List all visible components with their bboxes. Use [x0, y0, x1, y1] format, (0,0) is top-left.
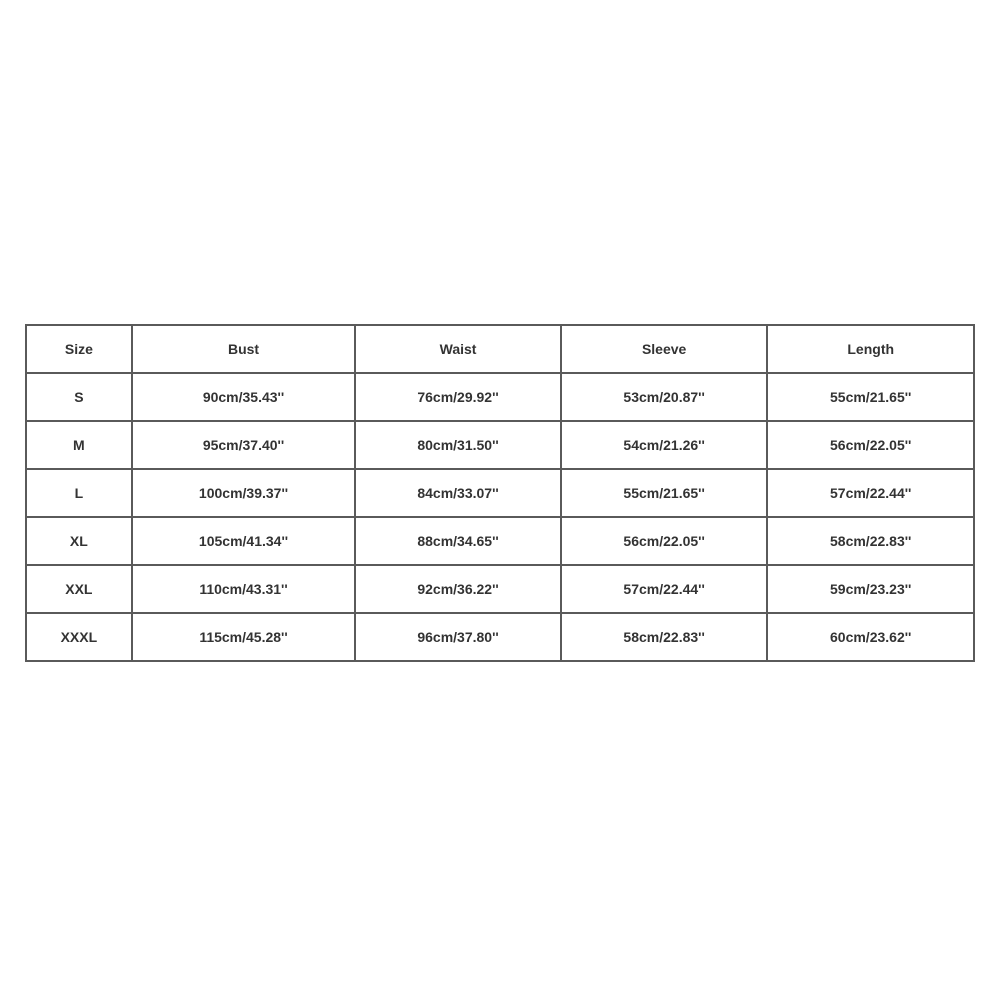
cell-length: 56cm/22.05'' [767, 421, 974, 469]
cell-length: 60cm/23.62'' [767, 613, 974, 661]
header-sleeve: Sleeve [561, 325, 768, 373]
cell-bust: 90cm/35.43'' [132, 373, 356, 421]
table-row [26, 469, 974, 517]
cell-waist: 96cm/37.80'' [355, 613, 561, 661]
table-row [26, 613, 974, 661]
cell-size: L [26, 469, 132, 517]
header-bust: Bust [132, 325, 356, 373]
cell-bust: 105cm/41.34'' [132, 517, 356, 565]
table-row [26, 565, 974, 613]
cell-bust: 115cm/45.28'' [132, 613, 356, 661]
cell-bust: 95cm/37.40'' [132, 421, 356, 469]
table-row [26, 421, 974, 469]
cell-length: 55cm/21.65'' [767, 373, 974, 421]
cell-waist: 80cm/31.50'' [355, 421, 561, 469]
cell-size: M [26, 421, 132, 469]
size-chart-table [25, 324, 975, 662]
header-length: Length [767, 325, 974, 373]
header-size: Size [26, 325, 132, 373]
cell-length: 59cm/23.23'' [767, 565, 974, 613]
cell-sleeve: 53cm/20.87'' [561, 373, 768, 421]
cell-size: XXXL [26, 613, 132, 661]
cell-waist: 76cm/29.92'' [355, 373, 561, 421]
cell-length: 57cm/22.44'' [767, 469, 974, 517]
cell-sleeve: 57cm/22.44'' [561, 565, 768, 613]
header-waist: Waist [355, 325, 561, 373]
cell-sleeve: 56cm/22.05'' [561, 517, 768, 565]
cell-sleeve: 54cm/21.26'' [561, 421, 768, 469]
cell-sleeve: 55cm/21.65'' [561, 469, 768, 517]
cell-size: XL [26, 517, 132, 565]
cell-size: XXL [26, 565, 132, 613]
cell-waist: 84cm/33.07'' [355, 469, 561, 517]
cell-bust: 110cm/43.31'' [132, 565, 356, 613]
cell-size: S [26, 373, 132, 421]
table-row [26, 373, 974, 421]
header-row [26, 325, 974, 373]
cell-bust: 100cm/39.37'' [132, 469, 356, 517]
cell-length: 58cm/22.83'' [767, 517, 974, 565]
cell-waist: 92cm/36.22'' [355, 565, 561, 613]
cell-waist: 88cm/34.65'' [355, 517, 561, 565]
cell-sleeve: 58cm/22.83'' [561, 613, 768, 661]
table-row [26, 517, 974, 565]
